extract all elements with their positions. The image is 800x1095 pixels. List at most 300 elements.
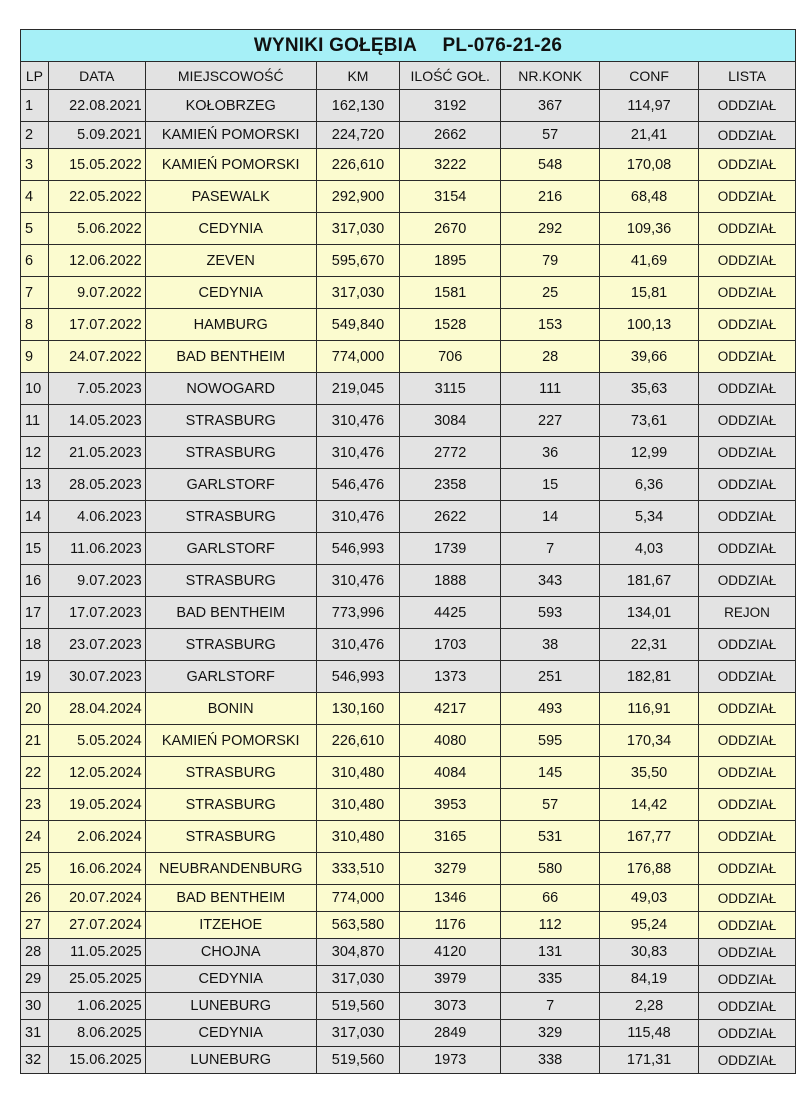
table-row [21, 181, 796, 213]
row-pigeon-count: 3192 [400, 90, 501, 122]
table-row [21, 885, 796, 912]
row-pigeon-count: 706 [400, 341, 501, 373]
column-header-date: DATA [48, 62, 145, 90]
row-pigeon-count: 4425 [400, 597, 501, 629]
row-pigeon-count: 3279 [400, 853, 501, 885]
row-date: 15.05.2022 [48, 149, 145, 181]
row-list: ODDZIAŁ [699, 245, 796, 277]
table-row [21, 789, 796, 821]
row-competition-nr: 227 [501, 405, 600, 437]
column-header-place: MIEJSCOWOŚĆ [145, 62, 316, 90]
row-pigeon-count: 3165 [400, 821, 501, 853]
row-place: KAMIEŃ POMORSKI [145, 122, 316, 149]
row-place: ZEVEN [145, 245, 316, 277]
row-km: 317,030 [316, 277, 399, 309]
row-pigeon-count: 3953 [400, 789, 501, 821]
row-list: ODDZIAŁ [699, 213, 796, 245]
row-conf: 2,28 [600, 993, 699, 1020]
row-lp: 13 [21, 469, 49, 501]
row-km: 317,030 [316, 1020, 399, 1047]
row-competition-nr: 7 [501, 993, 600, 1020]
row-date: 28.05.2023 [48, 469, 145, 501]
row-conf: 176,88 [600, 853, 699, 885]
row-pigeon-count: 1176 [400, 912, 501, 939]
row-list: ODDZIAŁ [699, 277, 796, 309]
results-table [20, 29, 796, 1074]
row-place: CEDYNIA [145, 213, 316, 245]
row-place: HAMBURG [145, 309, 316, 341]
row-competition-nr: 335 [501, 966, 600, 993]
row-list: ODDZIAŁ [699, 725, 796, 757]
row-conf: 12,99 [600, 437, 699, 469]
row-date: 16.06.2024 [48, 853, 145, 885]
row-place: NEUBRANDENBURG [145, 853, 316, 885]
row-competition-nr: 38 [501, 629, 600, 661]
row-place: NOWOGARD [145, 373, 316, 405]
row-pigeon-count: 3073 [400, 993, 501, 1020]
row-pigeon-count: 3084 [400, 405, 501, 437]
title-text: WYNIKI GOŁĘBIA [253, 34, 418, 56]
row-conf: 100,13 [600, 309, 699, 341]
row-list: ODDZIAŁ [699, 309, 796, 341]
row-place: KAMIEŃ POMORSKI [145, 149, 316, 181]
row-competition-nr: 57 [501, 789, 600, 821]
table-row [21, 405, 796, 437]
row-date: 30.07.2023 [48, 661, 145, 693]
table-row [21, 966, 796, 993]
row-conf: 4,03 [600, 533, 699, 565]
row-list: ODDZIAŁ [699, 789, 796, 821]
row-lp: 10 [21, 373, 49, 405]
row-lp: 2 [21, 122, 49, 149]
row-lp: 27 [21, 912, 49, 939]
row-date: 17.07.2022 [48, 309, 145, 341]
row-competition-nr: 292 [501, 213, 600, 245]
table-row [21, 437, 796, 469]
row-pigeon-count: 4084 [400, 757, 501, 789]
row-date: 14.05.2023 [48, 405, 145, 437]
row-lp: 9 [21, 341, 49, 373]
table-row [21, 821, 796, 853]
row-place: BAD BENTHEIM [145, 597, 316, 629]
row-km: 774,000 [316, 341, 399, 373]
table-row [21, 853, 796, 885]
row-conf: 35,63 [600, 373, 699, 405]
row-pigeon-count: 1528 [400, 309, 501, 341]
row-conf: 181,67 [600, 565, 699, 597]
row-km: 310,476 [316, 437, 399, 469]
row-lp: 4 [21, 181, 49, 213]
row-pigeon-count: 1703 [400, 629, 501, 661]
row-competition-nr: 145 [501, 757, 600, 789]
row-date: 4.06.2023 [48, 501, 145, 533]
table-row [21, 277, 796, 309]
row-date: 22.05.2022 [48, 181, 145, 213]
table-row [21, 629, 796, 661]
table-row [21, 341, 796, 373]
row-competition-nr: 112 [501, 912, 600, 939]
row-date: 22.08.2021 [48, 90, 145, 122]
row-pigeon-count: 1888 [400, 565, 501, 597]
row-km: 219,045 [316, 373, 399, 405]
row-lp: 22 [21, 757, 49, 789]
row-conf: 134,01 [600, 597, 699, 629]
row-competition-nr: 7 [501, 533, 600, 565]
pigeon-ring-number: PL-076-21-26 [442, 34, 563, 56]
row-list: ODDZIAŁ [699, 533, 796, 565]
row-date: 28.04.2024 [48, 693, 145, 725]
row-competition-nr: 66 [501, 885, 600, 912]
row-conf: 41,69 [600, 245, 699, 277]
row-date: 20.07.2024 [48, 885, 145, 912]
row-list: ODDZIAŁ [699, 693, 796, 725]
row-lp: 20 [21, 693, 49, 725]
row-date: 11.06.2023 [48, 533, 145, 565]
row-conf: 22,31 [600, 629, 699, 661]
row-place: BONIN [145, 693, 316, 725]
table-row [21, 565, 796, 597]
row-date: 1.06.2025 [48, 993, 145, 1020]
row-list: ODDZIAŁ [699, 885, 796, 912]
row-pigeon-count: 2772 [400, 437, 501, 469]
row-lp: 19 [21, 661, 49, 693]
row-competition-nr: 153 [501, 309, 600, 341]
row-date: 17.07.2023 [48, 597, 145, 629]
column-header-pigeon-count: ILOŚĆ GOŁ. [400, 62, 501, 90]
row-pigeon-count: 2358 [400, 469, 501, 501]
table-row [21, 597, 796, 629]
row-place: CEDYNIA [145, 277, 316, 309]
column-header-competition-nr: NR.KONK [501, 62, 600, 90]
row-date: 25.05.2025 [48, 966, 145, 993]
row-conf: 109,36 [600, 213, 699, 245]
row-list: ODDZIAŁ [699, 757, 796, 789]
row-pigeon-count: 3154 [400, 181, 501, 213]
row-lp: 12 [21, 437, 49, 469]
row-competition-nr: 216 [501, 181, 600, 213]
row-place: STRASBURG [145, 789, 316, 821]
row-date: 12.05.2024 [48, 757, 145, 789]
row-date: 2.06.2024 [48, 821, 145, 853]
row-competition-nr: 338 [501, 1047, 600, 1074]
row-km: 310,476 [316, 405, 399, 437]
row-pigeon-count: 3115 [400, 373, 501, 405]
row-place: STRASBURG [145, 565, 316, 597]
row-km: 546,993 [316, 533, 399, 565]
row-conf: 115,48 [600, 1020, 699, 1047]
row-place: CEDYNIA [145, 1020, 316, 1047]
row-list: ODDZIAŁ [699, 629, 796, 661]
row-place: KAMIEŃ POMORSKI [145, 725, 316, 757]
row-competition-nr: 595 [501, 725, 600, 757]
row-conf: 68,48 [600, 181, 699, 213]
row-lp: 28 [21, 939, 49, 966]
row-pigeon-count: 1581 [400, 277, 501, 309]
row-conf: 171,31 [600, 1047, 699, 1074]
row-list: ODDZIAŁ [699, 821, 796, 853]
row-list: ODDZIAŁ [699, 122, 796, 149]
row-place: STRASBURG [145, 501, 316, 533]
table-row [21, 213, 796, 245]
column-header-km: KM [316, 62, 399, 90]
row-date: 9.07.2023 [48, 565, 145, 597]
table-row [21, 122, 796, 149]
row-competition-nr: 548 [501, 149, 600, 181]
table-row [21, 725, 796, 757]
row-list: ODDZIAŁ [699, 939, 796, 966]
row-list: ODDZIAŁ [699, 373, 796, 405]
row-date: 7.05.2023 [48, 373, 145, 405]
row-km: 310,476 [316, 629, 399, 661]
row-pigeon-count: 2662 [400, 122, 501, 149]
row-conf: 170,08 [600, 149, 699, 181]
row-km: 310,476 [316, 565, 399, 597]
row-km: 519,560 [316, 993, 399, 1020]
row-km: 595,670 [316, 245, 399, 277]
row-lp: 14 [21, 501, 49, 533]
row-pigeon-count: 4080 [400, 725, 501, 757]
row-conf: 14,42 [600, 789, 699, 821]
row-date: 5.05.2024 [48, 725, 145, 757]
row-date: 23.07.2023 [48, 629, 145, 661]
row-pigeon-count: 1895 [400, 245, 501, 277]
row-place: LUNEBURG [145, 1047, 316, 1074]
row-lp: 21 [21, 725, 49, 757]
row-lp: 31 [21, 1020, 49, 1047]
row-competition-nr: 57 [501, 122, 600, 149]
row-date: 5.09.2021 [48, 122, 145, 149]
row-pigeon-count: 3222 [400, 149, 501, 181]
row-lp: 8 [21, 309, 49, 341]
row-conf: 114,97 [600, 90, 699, 122]
row-conf: 30,83 [600, 939, 699, 966]
row-km: 317,030 [316, 213, 399, 245]
row-km: 292,900 [316, 181, 399, 213]
row-conf: 21,41 [600, 122, 699, 149]
table-row [21, 993, 796, 1020]
row-km: 226,610 [316, 149, 399, 181]
row-list: ODDZIAŁ [699, 437, 796, 469]
row-km: 310,480 [316, 757, 399, 789]
row-list: ODDZIAŁ [699, 1047, 796, 1074]
column-header-list: LISTA [699, 62, 796, 90]
column-header-lp: LP [21, 62, 49, 90]
row-conf: 73,61 [600, 405, 699, 437]
row-km: 130,160 [316, 693, 399, 725]
row-km: 546,476 [316, 469, 399, 501]
row-conf: 170,34 [600, 725, 699, 757]
row-lp: 11 [21, 405, 49, 437]
row-competition-nr: 251 [501, 661, 600, 693]
table-row [21, 501, 796, 533]
row-lp: 26 [21, 885, 49, 912]
column-header-row [21, 62, 796, 90]
row-place: CEDYNIA [145, 966, 316, 993]
table-row [21, 469, 796, 501]
row-competition-nr: 493 [501, 693, 600, 725]
row-lp: 6 [21, 245, 49, 277]
row-competition-nr: 79 [501, 245, 600, 277]
row-competition-nr: 593 [501, 597, 600, 629]
row-pigeon-count: 3979 [400, 966, 501, 993]
row-date: 24.07.2022 [48, 341, 145, 373]
row-place: BAD BENTHEIM [145, 885, 316, 912]
row-list: ODDZIAŁ [699, 181, 796, 213]
row-list: ODDZIAŁ [699, 1020, 796, 1047]
row-place: GARLSTORF [145, 533, 316, 565]
row-conf: 167,77 [600, 821, 699, 853]
row-lp: 3 [21, 149, 49, 181]
row-km: 310,476 [316, 501, 399, 533]
column-header-conf: CONF [600, 62, 699, 90]
row-km: 774,000 [316, 885, 399, 912]
row-date: 19.05.2024 [48, 789, 145, 821]
row-lp: 25 [21, 853, 49, 885]
title-row [21, 30, 796, 62]
row-lp: 18 [21, 629, 49, 661]
row-km: 162,130 [316, 90, 399, 122]
row-list: ODDZIAŁ [699, 661, 796, 693]
table-row [21, 939, 796, 966]
table-row [21, 1047, 796, 1074]
row-place: PASEWALK [145, 181, 316, 213]
row-place: GARLSTORF [145, 661, 316, 693]
row-pigeon-count: 1973 [400, 1047, 501, 1074]
row-list: ODDZIAŁ [699, 565, 796, 597]
row-date: 5.06.2022 [48, 213, 145, 245]
row-place: KOŁOBRZEG [145, 90, 316, 122]
row-lp: 16 [21, 565, 49, 597]
row-list: ODDZIAŁ [699, 149, 796, 181]
row-km: 773,996 [316, 597, 399, 629]
row-date: 11.05.2025 [48, 939, 145, 966]
row-date: 12.06.2022 [48, 245, 145, 277]
table-row [21, 661, 796, 693]
row-pigeon-count: 2670 [400, 213, 501, 245]
row-competition-nr: 329 [501, 1020, 600, 1047]
table-row [21, 149, 796, 181]
row-km: 563,580 [316, 912, 399, 939]
row-list: REJON [699, 597, 796, 629]
row-competition-nr: 131 [501, 939, 600, 966]
row-date: 8.06.2025 [48, 1020, 145, 1047]
table-row [21, 912, 796, 939]
row-pigeon-count: 2622 [400, 501, 501, 533]
row-competition-nr: 343 [501, 565, 600, 597]
table-row [21, 245, 796, 277]
row-lp: 17 [21, 597, 49, 629]
row-place: LUNEBURG [145, 993, 316, 1020]
row-conf: 39,66 [600, 341, 699, 373]
row-conf: 6,36 [600, 469, 699, 501]
row-list: ODDZIAŁ [699, 912, 796, 939]
row-lp: 32 [21, 1047, 49, 1074]
row-list: ODDZIAŁ [699, 993, 796, 1020]
row-pigeon-count: 1739 [400, 533, 501, 565]
row-km: 310,480 [316, 789, 399, 821]
row-lp: 15 [21, 533, 49, 565]
row-place: ITZEHOE [145, 912, 316, 939]
row-competition-nr: 111 [501, 373, 600, 405]
row-list: ODDZIAŁ [699, 90, 796, 122]
row-competition-nr: 15 [501, 469, 600, 501]
row-date: 15.06.2025 [48, 1047, 145, 1074]
row-list: ODDZIAŁ [699, 469, 796, 501]
row-lp: 23 [21, 789, 49, 821]
table-row [21, 90, 796, 122]
row-km: 549,840 [316, 309, 399, 341]
row-list: ODDZIAŁ [699, 966, 796, 993]
row-km: 519,560 [316, 1047, 399, 1074]
row-list: ODDZIAŁ [699, 853, 796, 885]
table-row [21, 373, 796, 405]
row-date: 21.05.2023 [48, 437, 145, 469]
row-lp: 1 [21, 90, 49, 122]
row-place: STRASBURG [145, 629, 316, 661]
row-pigeon-count: 1346 [400, 885, 501, 912]
row-conf: 84,19 [600, 966, 699, 993]
row-conf: 95,24 [600, 912, 699, 939]
row-competition-nr: 25 [501, 277, 600, 309]
row-km: 317,030 [316, 966, 399, 993]
row-pigeon-count: 1373 [400, 661, 501, 693]
row-km: 226,610 [316, 725, 399, 757]
table-row [21, 757, 796, 789]
row-km: 304,870 [316, 939, 399, 966]
row-pigeon-count: 4217 [400, 693, 501, 725]
row-pigeon-count: 4120 [400, 939, 501, 966]
row-competition-nr: 28 [501, 341, 600, 373]
row-place: STRASBURG [145, 405, 316, 437]
row-km: 333,510 [316, 853, 399, 885]
row-date: 9.07.2022 [48, 277, 145, 309]
row-place: BAD BENTHEIM [145, 341, 316, 373]
row-conf: 35,50 [600, 757, 699, 789]
row-lp: 24 [21, 821, 49, 853]
row-km: 310,480 [316, 821, 399, 853]
row-competition-nr: 367 [501, 90, 600, 122]
row-km: 224,720 [316, 122, 399, 149]
row-competition-nr: 36 [501, 437, 600, 469]
row-competition-nr: 14 [501, 501, 600, 533]
row-competition-nr: 531 [501, 821, 600, 853]
row-place: STRASBURG [145, 437, 316, 469]
row-conf: 5,34 [600, 501, 699, 533]
table-title [21, 30, 796, 62]
row-lp: 7 [21, 277, 49, 309]
row-conf: 49,03 [600, 885, 699, 912]
table-row [21, 533, 796, 565]
row-lp: 29 [21, 966, 49, 993]
table-row [21, 693, 796, 725]
row-conf: 116,91 [600, 693, 699, 725]
row-pigeon-count: 2849 [400, 1020, 501, 1047]
row-place: CHOJNA [145, 939, 316, 966]
table-row [21, 309, 796, 341]
row-list: ODDZIAŁ [699, 341, 796, 373]
row-date: 27.07.2024 [48, 912, 145, 939]
row-lp: 5 [21, 213, 49, 245]
row-place: STRASBURG [145, 757, 316, 789]
row-place: GARLSTORF [145, 469, 316, 501]
table-row [21, 1020, 796, 1047]
row-km: 546,993 [316, 661, 399, 693]
row-competition-nr: 580 [501, 853, 600, 885]
row-conf: 15,81 [600, 277, 699, 309]
row-lp: 30 [21, 993, 49, 1020]
row-list: ODDZIAŁ [699, 405, 796, 437]
row-list: ODDZIAŁ [699, 501, 796, 533]
